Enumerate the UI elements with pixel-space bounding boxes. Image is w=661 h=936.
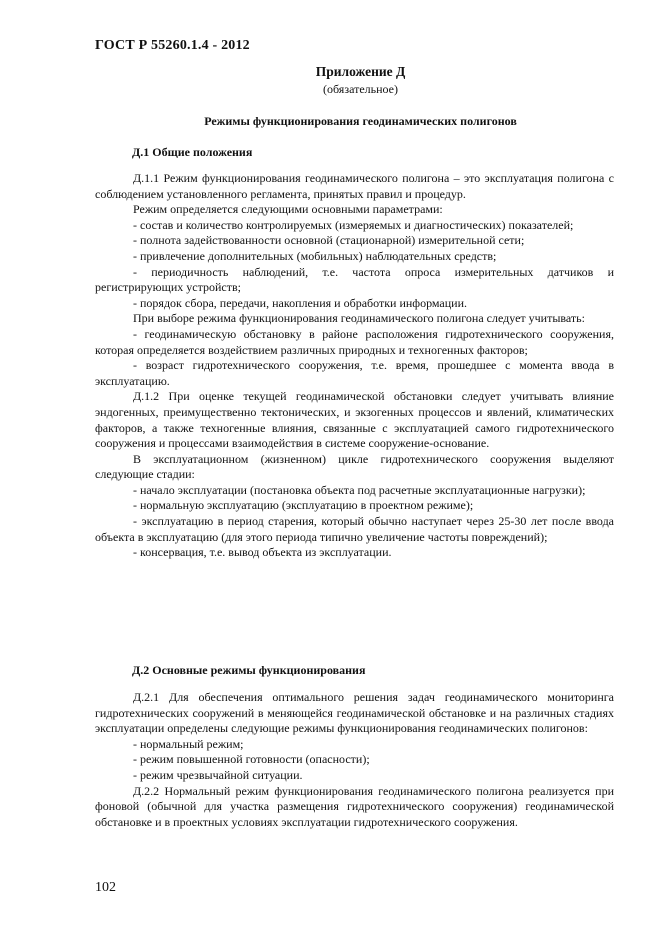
list-item: - полнота задействованности основной (стационарной) измерительной сети; [133, 233, 525, 248]
appendix-title: Приложение Д [315, 64, 406, 79]
paragraph: Д.1.1 Режим функционирования геодинамического полигона – это эксплуатация полигона с соблюдением установленного регламента, принятых правил и процедур. [95, 171, 614, 201]
list-item: - режим чрезвычайной ситуации. [133, 767, 303, 782]
section-d1-body [95, 171, 614, 561]
list-item: - консервация, т.е. вывод объекта из эксплуатации. [133, 545, 392, 560]
section-heading-d2: Д.2 Основные режимы функционирования [132, 663, 366, 677]
appendix-heading: Режимы функционирования геодинамических полигонов [204, 114, 517, 128]
paragraph: Д.1.2 При оценке текущей геодинамической обстановки следует учитывать влияние эндогенных, преимущественно тектонических, и экзогенных процессов и явлений, климатических факторов, а также техногенные влияния, связанные с эксплуатацией самого гидротехнического сооружения и процессами взаимодействия в системе сооружение-основание. [95, 389, 614, 451]
section-d2-body [95, 690, 614, 830]
list-item: - режим повышенной готовности (опасности); [133, 752, 370, 767]
list-item: - порядок сбора, передачи, накопления и обработки информации. [133, 295, 468, 310]
paragraph: При выборе режима функционирования геодинамического полигона следует учитывать: [133, 311, 585, 326]
list-item: - привлечение дополнительных (мобильных) наблюдательных средств; [133, 248, 497, 263]
paragraph: В эксплуатационном (жизненном) цикле гидротехнического сооружения выделяют следующие стадии: [95, 451, 614, 482]
paragraph: Режим определяется следующими основными параметрами: [133, 202, 443, 217]
list-item: - периодичность наблюдений, т.е. частота опроса измерительных датчиков и регистрирующих устройств; [95, 264, 614, 295]
list-item: - возраст гидротехнического сооружения, т.е. время, прошедшее с момента ввода в эксплуатацию. [95, 358, 614, 388]
list-item: - нормальную эксплуатацию (эксплуатацию в проектном режиме); [133, 498, 474, 513]
list-item: - начало эксплуатации (постановка объекта под расчетные эксплуатационные нагрузки); [133, 482, 586, 497]
appendix-status: (обязательное) [323, 82, 398, 96]
paragraph: Д.2.1 Для обеспечения оптимального решения задач геодинамического мониторинга гидротехнических сооружений в меняющейся геодинамической обстановке и на различных стадиях эксплуатации определены следующие режимы функционирования геодинамических полигонов: [95, 690, 614, 736]
standard-designation: ГОСТ Р 55260.1.4 - 2012 [95, 38, 250, 53]
paragraph: Д.2.2 Нормальный режим функционирования геодинамического полигона реализуется при фоновой (обычной для участка размещения гидротехнического сооружения) геодинамической обстановке и в проектных условиях эксплуатации гидротехнического сооружения. [95, 783, 614, 829]
page-number: 102 [95, 880, 116, 895]
list-item: - геодинамическую обстановку в районе расположения гидротехнического сооружения, которая определяется воздействием различных природных и техногенных факторов; [95, 326, 614, 357]
list-item: - состав и количество контролируемых (измеряемых и диагностических) показателей; [133, 217, 574, 232]
section-heading-d1: Д.1 Общие положения [132, 145, 253, 159]
list-item: - нормальный режим; [133, 736, 244, 751]
list-item: - эксплуатацию в период старения, который обычно наступает через 25-30 лет после ввода объекта в эксплуатацию (для этого периода типично увеличение частоты повреждений); [95, 514, 614, 544]
